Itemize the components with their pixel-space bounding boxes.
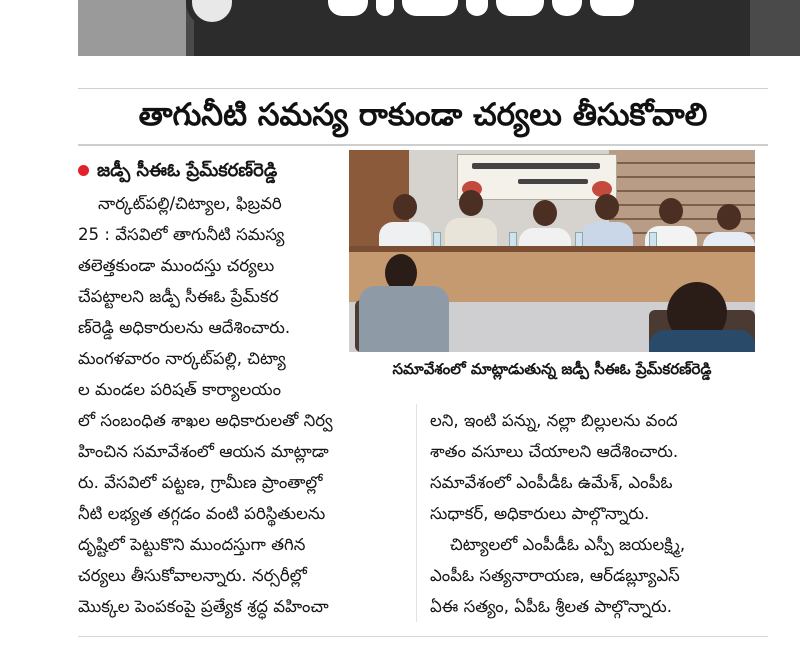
- article-column-1-bottom: [78, 405, 404, 622]
- article-column-2: [430, 405, 760, 622]
- article-line: చిట్యాలలో ఎంపీడీఓ ఎస్పీ జయలక్ష్మి,: [450, 535, 686, 554]
- divider: [78, 88, 768, 89]
- masthead-strip: [78, 0, 186, 56]
- article-line: మంగళవారం నార్కట్‌పల్లి, చిట్యా: [78, 349, 286, 368]
- article-line: సుధాకర్, అధికారులు పాల్గొన్నారు.: [430, 504, 650, 523]
- article-line: లని, ఇంటి పన్ను, నల్లా బిల్లులను వంద: [430, 411, 678, 430]
- article-line: ల మండల పరిషత్ కార్యాలయం: [78, 380, 282, 399]
- article-line: సమావేశంలో ఎంపీడీఓ ఉమేశ్, ఎంపీఓ: [430, 473, 673, 492]
- article-line: హించిన సమావేశంలో ఆయన మాట్లాడా: [78, 442, 329, 461]
- headline-divider: [78, 144, 768, 146]
- article-line: శాతం వసూలు చేయాలని ఆదేశించారు.: [430, 442, 679, 461]
- article-line: చర్యలు తీసుకోవాలన్నారు. నర్సరీల్లో: [78, 566, 307, 585]
- column-divider: [416, 404, 417, 622]
- article-line: ఏఈ సత్యం, ఏపీఓ శ్రీలత పాల్గొన్నారు.: [430, 597, 673, 616]
- article-line: తలెత్తకుండా ముందస్తు చర్యలు: [78, 256, 275, 275]
- section-masthead: [78, 0, 800, 56]
- article-line: ణ్‌రెడ్డి అధికారులను ఆదేశించారు.: [78, 318, 291, 337]
- article-line: చేపట్టాలని జడ్పీ సీఈఓ ప్రేమ్‌కర: [78, 287, 279, 306]
- byline: [78, 156, 277, 186]
- article-line: నీటి లభ్యత తగ్గడం వంటి పరిస్థితులను: [78, 504, 326, 523]
- article-line: మొక్కల పెంపకంపై ప్రత్యేక శ్రద్ధ వహించా: [78, 597, 329, 616]
- byline-text: జడ్పీ సీఈఓ ప్రేమ్‌కరణ్‌రెడ్డి: [97, 160, 278, 181]
- article-photo: [349, 150, 755, 386]
- bottom-divider: [78, 636, 768, 637]
- article-line: రు. వేసవిలో పట్టణ, గ్రామీణ ప్రాంతాల్లో: [78, 473, 323, 492]
- photo-caption: సమావేశంలో మాట్లాడుతున్న జడ్పీ సీఈఓ ప్రేమ్‌కరణ్‌రెడ్డి: [349, 352, 755, 386]
- bullet-icon: [78, 165, 89, 176]
- article-headline: తాగునీటి సమస్య రాకుండా చర్యలు తీసుకోవాలి: [138, 97, 708, 133]
- article-column-1-top: [78, 188, 404, 405]
- article-line: ఎంపీఓ సత్యనారాయణ, ఆర్‌డబ్ల్యూఎస్: [430, 566, 680, 585]
- article-line: నార్కట్‌పల్లి/చిట్యాల, ఫిబ్రవరి: [98, 194, 282, 213]
- masthead-lettering: [328, 0, 688, 30]
- article-line: 25 : వేసవిలో తాగునీటి సమస్య: [78, 225, 285, 244]
- article-line: లో సంబంధిత శాఖల అధికారులతో నిర్వ: [78, 411, 333, 430]
- article-line: దృష్టిలో పెట్టుకొని ముందస్తుగా తగిన: [78, 535, 306, 554]
